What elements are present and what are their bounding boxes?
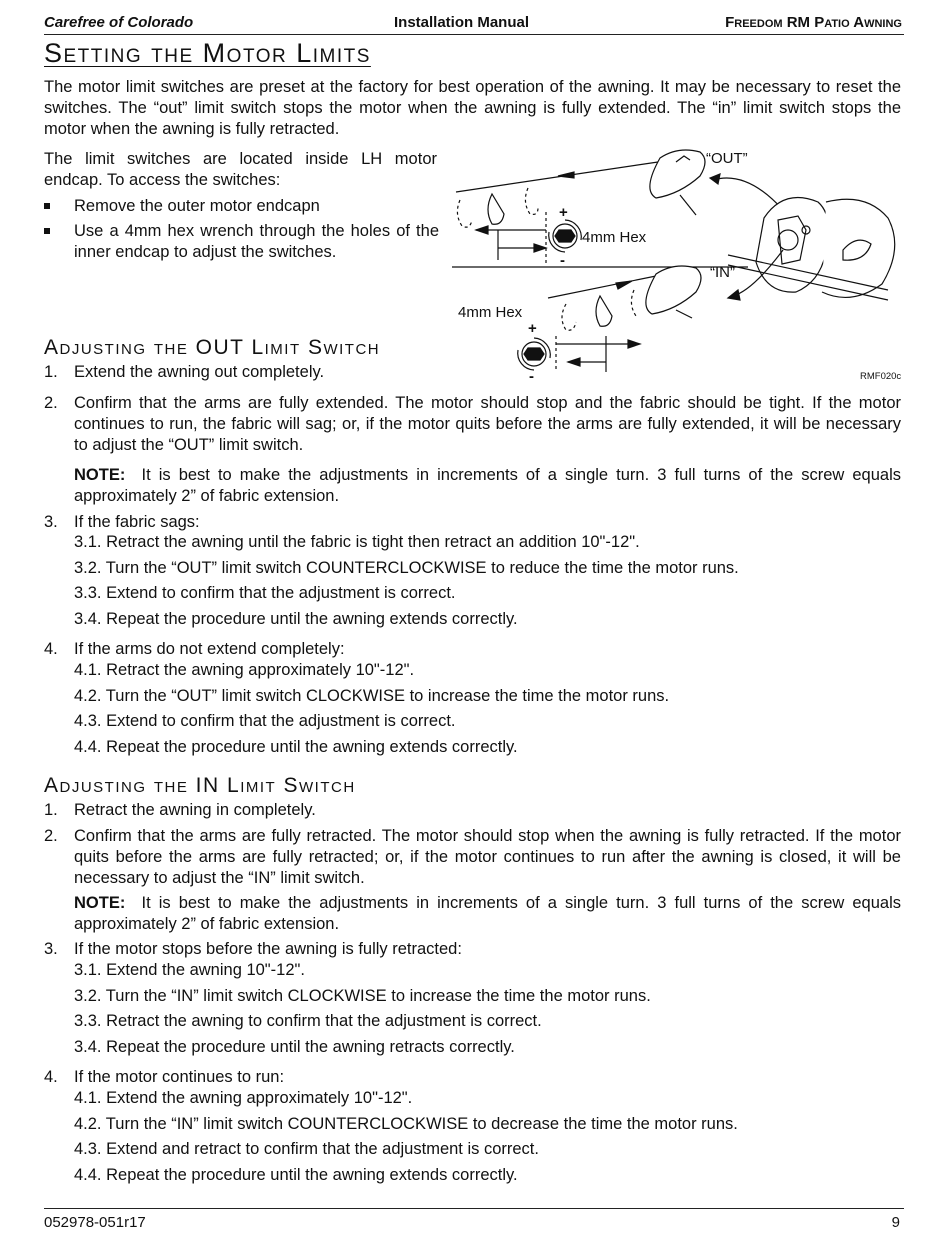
note-paragraph	[74, 893, 901, 935]
step-number: 2.	[44, 827, 58, 845]
note-label: NOTE:	[74, 894, 126, 912]
plus-sign-top: +	[559, 204, 568, 221]
sub-step: 4.2. Turn the “OUT” limit switch CLOCKWISE to increase the time the motor runs.	[74, 687, 670, 705]
page-number: 9	[891, 1214, 900, 1231]
bullet-text: Remove the outer motor endcapn	[74, 197, 320, 215]
sub-step: 3.4. Repeat the procedure until the awning extends correctly.	[74, 610, 518, 628]
step-number: 1.	[44, 801, 58, 819]
hex-label-top: 4mm Hex	[582, 229, 647, 246]
sub-step: 4.2. Turn the “IN” limit switch COUNTERCLOCKWISE to decrease the time the motor runs.	[74, 1115, 738, 1133]
sub-step: 4.4. Repeat the procedure until the awning extends correctly.	[74, 738, 518, 756]
sub-step: 3.1. Extend the awning 10"-12".	[74, 961, 305, 979]
section-title-out-limit: Adjusting the OUT Limit Switch	[44, 336, 381, 359]
step-text: Confirm that the arms are fully retracted. The motor should stop when the awning is fully retracted. If the motor quits before the arms are fully retracted; or, if the motor continues to run after the awning is closed, it will be necessary to adjust the “IN” limit switch.	[74, 827, 901, 887]
step-text: If the motor stops before the awning is fully retracted:	[74, 940, 462, 958]
page-footer	[44, 1208, 904, 1233]
step-number: 4.	[44, 640, 58, 658]
sub-step: 4.1. Extend the awning approximately 10"-12".	[74, 1089, 413, 1107]
hex-label-bottom: 4mm Hex	[458, 304, 523, 321]
sub-step: 4.1. Retract the awning approximately 10"-12".	[74, 661, 415, 679]
manual-title: Installation Manual	[394, 14, 530, 31]
step-number: 3.	[44, 513, 58, 531]
step-text: If the arms do not extend completely:	[74, 640, 345, 658]
step-text: If the motor continues to run:	[74, 1068, 285, 1086]
figure-code: RMF020c	[860, 371, 902, 382]
note-paragraph	[74, 465, 901, 507]
page-header	[44, 12, 904, 35]
step-number: 4.	[44, 1068, 58, 1086]
in-label: “IN”	[710, 264, 735, 281]
sub-step: 3.3. Retract the awning to confirm that the adjustment is correct.	[74, 1012, 542, 1030]
sub-step: 4.4. Repeat the procedure until the awning extends correctly.	[74, 1166, 518, 1184]
sub-step: 4.3. Extend and retract to confirm that the adjustment is correct.	[74, 1140, 539, 1158]
minus-sign-top: -	[560, 252, 565, 269]
location-paragraph: The limit switches are located inside LH motor endcap. To access the switches:	[44, 150, 437, 189]
minus-sign-bottom: -	[529, 368, 534, 385]
diagram-drawing	[448, 140, 908, 385]
step-text: Confirm that the arms are fully extended. The motor should stop and the fabric should be tight. If the motor continues to run, the fabric will sag; or, if the motor quits before the arms are fully extended, it will be necessary to adjust the “OUT” limit switch.	[74, 394, 901, 454]
product-name: Freedom RM Patio Awning	[725, 14, 902, 31]
plus-sign-bottom: +	[528, 320, 537, 337]
step-number: 3.	[44, 940, 58, 958]
step-number: 2.	[44, 394, 58, 412]
sub-step: 3.2. Turn the “IN” limit switch CLOCKWISE to increase the time the motor runs.	[74, 987, 651, 1005]
section-title-motor-limits: Setting the Motor Limits	[44, 38, 371, 68]
out-label: “OUT”	[706, 150, 748, 167]
sub-step: 3.1. Retract the awning until the fabric is tight then retract an addition 10"-12".	[74, 533, 640, 551]
section-title-in-limit: Adjusting the IN Limit Switch	[44, 774, 356, 797]
step-text: If the fabric sags:	[74, 513, 200, 531]
bullet-text: Use a 4mm hex wrench through the holes of the inner endcap to adjust the switches.	[74, 222, 439, 261]
document-number: 052978-051r17	[44, 1214, 146, 1231]
bullet-square	[44, 203, 50, 209]
company-name: Carefree of Colorado	[44, 14, 194, 31]
bullet-square	[44, 228, 50, 234]
note-text: It is best to make the adjustments in increments of a single turn. 3 full turns of the screw equals approximately 2” of fabric extension.	[74, 894, 901, 933]
limit-switch-diagram	[448, 140, 908, 385]
sub-step: 3.4. Repeat the procedure until the awning retracts correctly.	[74, 1038, 515, 1056]
note-text: It is best to make the adjustments in increments of a single turn. 3 full turns of the screw equals approximately 2” of fabric extension.	[74, 466, 901, 505]
sub-step: 3.2. Turn the “OUT” limit switch COUNTERCLOCKWISE to reduce the time the motor runs.	[74, 559, 739, 577]
step-text: Retract the awning in completely.	[74, 801, 316, 819]
note-label: NOTE:	[74, 466, 126, 484]
sub-step: 4.3. Extend to confirm that the adjustment is correct.	[74, 712, 456, 730]
step-text: Extend the awning out completely.	[74, 363, 325, 381]
intro-paragraph: The motor limit switches are preset at the factory for best operation of the awning. It may be necessary to reset the switches. The “out” limit switch stops the motor when the awning is fully extended. The “in” limit switch stops the motor when the awning is fully retracted.	[44, 78, 901, 138]
step-number: 1.	[44, 363, 58, 381]
sub-step: 3.3. Extend to confirm that the adjustment is correct.	[74, 584, 456, 602]
